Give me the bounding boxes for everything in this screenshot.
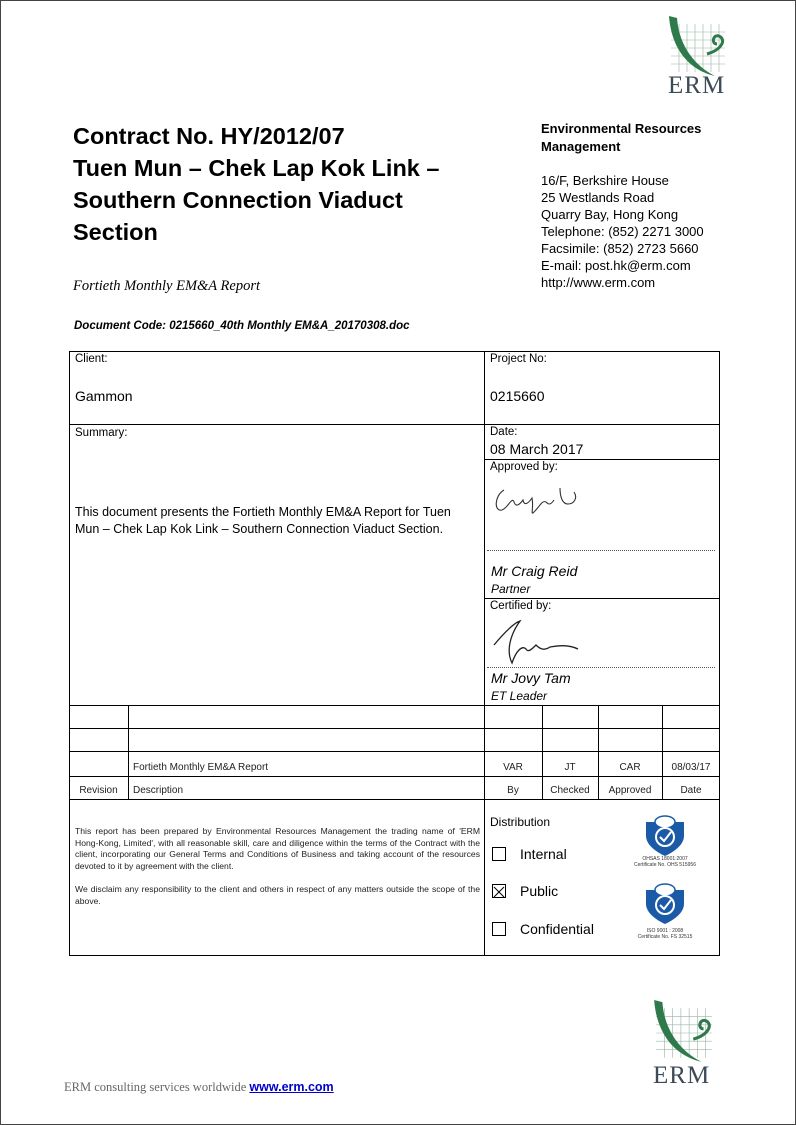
- approver-signature-icon: [490, 482, 585, 522]
- bsi-ohsas-badge-icon: [640, 814, 690, 858]
- title-line-2: Tuen Mun – Chek Lap Kok Link –: [73, 155, 440, 181]
- header-checked: Checked: [550, 785, 590, 796]
- contact-block: [541, 120, 704, 291]
- erm-logo-icon: [650, 998, 718, 1068]
- address-line-2: 25 Westlands Road: [541, 190, 655, 205]
- date-value: 08 March 2017: [490, 441, 584, 457]
- divider: [484, 459, 720, 460]
- client-label: Client:: [75, 353, 108, 365]
- divider: [69, 424, 720, 425]
- header-revision: Revision: [79, 785, 118, 796]
- header-date: Date: [680, 785, 702, 796]
- iso-cert-text: ISO 9001 : 2008 Certificate No. FS 32515: [637, 928, 693, 940]
- address-line-1: 16/F, Berkshire House: [541, 173, 669, 188]
- certified-by-label: Certified by:: [490, 600, 552, 612]
- confidential-label: Confidential: [520, 921, 594, 937]
- report-title: [73, 120, 493, 248]
- divider: [69, 799, 720, 800]
- divider: [484, 598, 720, 599]
- footer: [64, 1080, 334, 1095]
- divider: [69, 728, 720, 729]
- approved-by-label: Approved by:: [490, 461, 558, 473]
- date-label: Date:: [490, 426, 518, 438]
- revision-checked: JT: [564, 762, 576, 773]
- signature-line: [487, 550, 715, 551]
- footer-text: ERM consulting services worldwide: [64, 1080, 247, 1094]
- facsimile: Facsimile: (852) 2723 5660: [541, 241, 699, 256]
- distribution-label: Distribution: [490, 815, 551, 829]
- website-link[interactable]: http://www.erm.com: [541, 275, 656, 290]
- email: E-mail: post.hk@erm.com: [541, 258, 691, 273]
- internal-checkbox[interactable]: [492, 847, 506, 861]
- disclaimer-paragraph-1: This report has been prepared by Environmental Resources Management the trading name of 'ERM Hong-Kong, Limited', with all reasonable skill, care and diligence within the terms of the Contract with the client, incorporating our General Terms and Conditions of Business and taking account of the resources devoted to it by agreement with the client.: [75, 826, 480, 871]
- address-line-3: Quarry Bay, Hong Kong: [541, 207, 679, 222]
- disclaimer-paragraph-2: We disclaim any responsibility to the client and others in respect of any matters outside the scope of the above.: [75, 884, 480, 906]
- approver-name: Mr Craig Reid: [491, 563, 578, 579]
- report-subtitle: Fortieth Monthly EM&A Report: [73, 278, 260, 294]
- header-description: Description: [133, 785, 184, 796]
- erm-logo-text: ERM: [668, 72, 726, 99]
- client-value: Gammon: [75, 388, 133, 404]
- ohsas-cert-text: OHSAS 18001:2007 Certificate No. OHS 515956: [634, 856, 696, 868]
- public-checkbox[interactable]: [492, 884, 506, 898]
- erm-logo-text: ERM: [653, 1062, 711, 1089]
- certifier-signature-icon: [490, 615, 585, 667]
- divider: [128, 705, 129, 799]
- divider: [484, 705, 485, 956]
- revision-description: Fortieth Monthly EM&A Report: [133, 762, 269, 773]
- approver-role: Partner: [491, 582, 531, 596]
- title-line-1: Contract No. HY/2012/07: [73, 123, 345, 149]
- check-x-icon: [493, 886, 505, 898]
- title-line-4: Section: [73, 219, 158, 245]
- divider: [69, 751, 720, 752]
- revision-date: 08/03/17: [671, 762, 711, 773]
- divider: [484, 351, 485, 705]
- project-label: Project No:: [490, 353, 547, 365]
- divider: [69, 705, 720, 706]
- divider: [69, 776, 720, 777]
- internal-label: Internal: [520, 846, 567, 862]
- public-label: Public: [520, 883, 559, 899]
- title-line-3: Southern Connection Viaduct: [73, 187, 403, 213]
- summary-label: Summary:: [75, 427, 128, 439]
- summary-text: This document presents the Fortieth Monthly EM&A Report for Tuen Mun – Chek Lap Kok Link – Southern Connection Viaduct Section.: [75, 505, 451, 536]
- certifier-role: ET Leader: [491, 689, 548, 703]
- bsi-iso-badge-icon: [640, 882, 690, 926]
- signature-line: [487, 667, 715, 668]
- header-by: By: [507, 785, 519, 796]
- header-approved: Approved: [608, 785, 652, 796]
- certifier-name: Mr Jovy Tam: [491, 670, 571, 686]
- confidential-checkbox[interactable]: [492, 922, 506, 936]
- revision-by: VAR: [503, 762, 523, 773]
- document-code: Document Code: 0215660_40th Monthly EM&A_20170308.doc: [74, 320, 410, 332]
- footer-link[interactable]: www.erm.com: [249, 1080, 334, 1094]
- revision-approved: CAR: [619, 762, 641, 773]
- telephone: Telephone: (852) 2271 3000: [541, 224, 704, 239]
- project-value: 0215660: [490, 388, 545, 404]
- org-name: Environmental Resources Management: [541, 121, 702, 154]
